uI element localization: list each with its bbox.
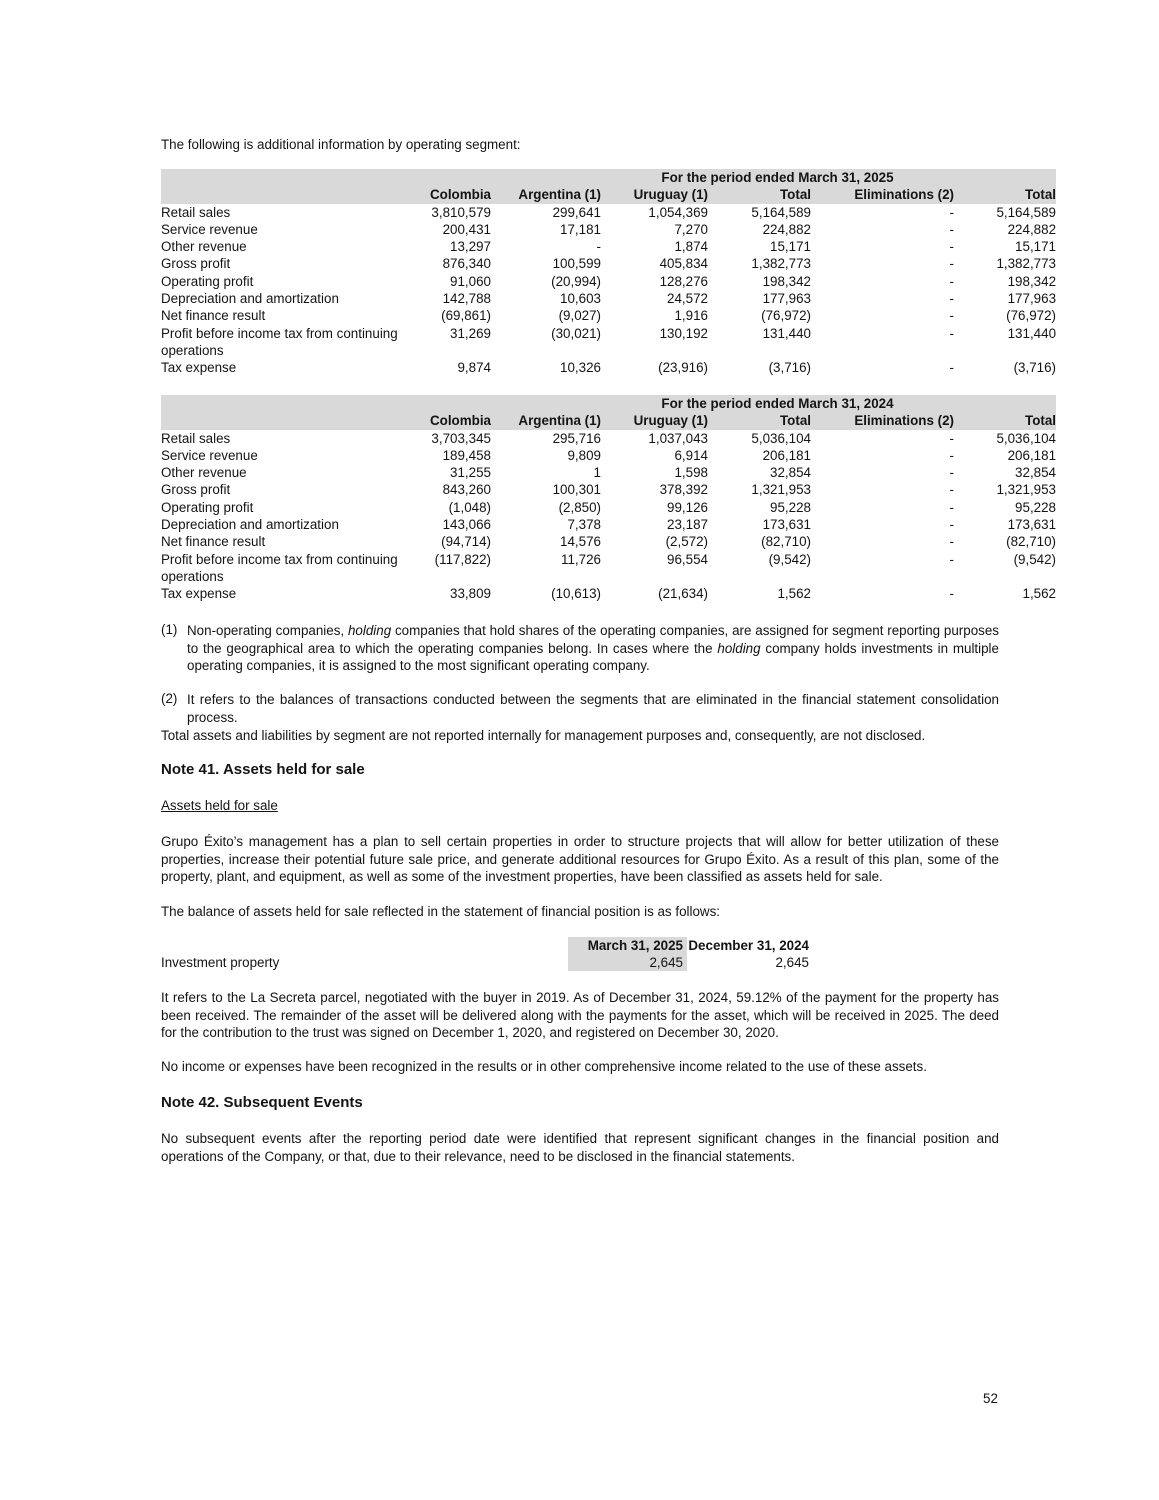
cell-value: 1,321,953 [751,482,811,498]
assets-held-table [161,937,813,971]
note41-paragraph-2: The balance of assets held for sale reflected in the statement of financial position is as follows: [161,904,720,919]
cell-value: - [949,430,955,446]
cell-value: (20,994) [551,273,601,289]
cell-value: 3,703,345 [431,430,491,446]
cell-value: 876,340 [442,256,491,272]
cell-value: (76,972) [1006,308,1057,324]
cell-value: 224,882 [1007,221,1057,237]
cell-value: 11,726 [561,551,601,567]
cell-value: (3,716) [1013,360,1057,376]
period-header-row [161,395,1056,412]
cell-value: (2,850) [558,499,601,515]
table-row [161,204,1056,221]
cell-value: 15,171 [770,239,811,255]
cell-value: (23,916) [658,360,708,376]
row-label: Tax expense [161,586,237,602]
cell-value: 95,228 [770,499,811,515]
cell-value: 13,297 [450,239,491,255]
cell-value: 9,874 [457,360,491,376]
cell-value: 173,631 [762,517,811,533]
cell-value: 91,060 [450,273,491,289]
cell-value: (2,572) [665,534,708,550]
cell-value: - [949,499,955,515]
col-total: Total [708,412,811,429]
cell-value: (1,048) [448,499,491,515]
cell-value: 405,834 [659,256,708,272]
cell-value: - [949,204,955,220]
col-uruguay: Uruguay (1) [601,186,708,203]
cell-value: 143,066 [442,517,491,533]
col-december-2024: December 31, 2024 [688,938,809,953]
row-label: Retail sales [161,430,231,446]
total-assets-text: Total assets and liabilities by segment are not reported internally for management purposes and, consequently, are not disclosed. [161,728,926,743]
cell-value: 1,598 [674,465,708,481]
cell-value: 1,037,043 [648,430,708,446]
cell-value: 378,392 [659,482,708,498]
row-label: Other revenue [161,465,247,481]
cell-value: 1,382,773 [751,256,811,272]
col-eliminations: Eliminations (2) [811,186,954,203]
period-title: For the period ended March 31, 2025 [601,169,954,186]
row-label: Gross profit [161,482,231,498]
row-label: Other revenue [161,239,247,255]
cell-value: (76,972) [761,308,811,324]
footnote-marker: (2) [161,691,178,706]
table-row [161,551,1056,586]
cell-value: - [596,239,601,255]
period-title: For the period ended March 31, 2024 [601,395,954,412]
cell-value: 1,054,369 [648,204,708,220]
cell-value: 3,810,579 [431,204,491,220]
note41-paragraph-1: Grupo Éxito’s management has a plan to sell certain properties in order to structure projects that will allow for better utilization of these properties, increase their potential future sale price, and generate additional resources for Grupo Éxito. As a result of this plan, some of the property, plant, and equipment, as well as some of the investment properties, have been classified as assets held for sale. [161,834,999,884]
cell-value: 32,854 [770,465,811,481]
cell-value: 224,882 [762,221,811,237]
footnote-marker: (1) [161,622,178,637]
row-label: Service revenue [161,221,258,237]
cell-value: (82,710) [1006,534,1057,550]
row-label: Operating profit [161,499,254,515]
cell-value: 15,171 [1015,239,1057,255]
cell-value: 10,326 [560,360,601,376]
cell-value: - [949,221,955,237]
table-row [161,290,1056,307]
row-label: Depreciation and amortization [161,517,339,533]
table-row [161,325,1056,360]
cell-value: 1,562 [777,586,811,602]
column-header-row [161,186,1056,203]
cell-value: (21,634) [658,586,708,602]
cell-value: 23,187 [667,517,708,533]
cell-value: 1,382,773 [996,256,1057,272]
col-colombia: Colombia [401,412,491,429]
cell-value: (10,613) [551,586,601,602]
cell-value: 128,276 [659,273,708,289]
row-label: Net finance result [161,308,266,324]
cell-value: 5,164,589 [996,204,1057,220]
cell-value: - [949,325,955,341]
table-row [161,255,1056,272]
col-eliminations: Eliminations (2) [811,412,954,429]
table-row [161,221,1056,238]
note41-paragraph-4: No income or expenses have been recognized in the results or in other comprehensive income related to the use of these assets. [161,1059,927,1074]
row-label: Tax expense [161,360,237,376]
cell-value: 96,554 [667,551,708,567]
table-row [161,447,1056,464]
note41-heading: Note 41. Assets held for sale [161,761,365,778]
col-argentina: Argentina (1) [491,186,601,203]
cell-value: 1,874 [674,239,708,255]
intro-text: The following is additional information by operating segment: [161,137,521,152]
cell-value: 33,809 [450,586,491,602]
cell-value: 1 [593,465,601,481]
cell-value: - [949,360,955,376]
cell-value: - [949,256,955,272]
table-row [161,307,1056,324]
cell-value: 10,603 [560,291,601,307]
table-row [161,499,1056,516]
row-label: Gross profit [161,256,231,272]
cell-value: 131,440 [762,325,811,341]
note41-paragraph-3: It refers to the La Secreta parcel, negotiated with the buyer in 2019. As of December 31, 2024, 59.12% of the payment for the property has been received. The remainder of the asset will be delivered along with the payments for the asset, which will be received in 2025. The deed for the contribution to the trust was signed on December 1, 2020, and registered on December 30, 2020. [161,990,999,1040]
cell-value: - [949,482,955,498]
cell-value: (117,822) [434,551,491,567]
value-march-2025: 2,645 [568,954,687,971]
cell-value: (3,716) [768,360,811,376]
cell-value: 299,641 [552,204,601,220]
table-row [161,481,1056,498]
note41-subheading: Assets held for sale [161,798,278,813]
table-row [161,516,1056,533]
cell-value: - [949,517,955,533]
cell-value: 95,228 [1015,499,1057,515]
row-label: Net finance result [161,534,266,550]
cell-value: 142,788 [442,291,491,307]
cell-value: (30,021) [551,325,601,341]
cell-value: - [949,551,955,567]
cell-value: (9,542) [1013,551,1057,567]
page-number: 52 [983,1391,998,1406]
cell-value: - [949,586,955,602]
col-colombia: Colombia [401,186,491,203]
table-row [161,430,1056,447]
column-header-row [161,412,1056,429]
cell-value: 198,342 [762,273,811,289]
cell-value: 7,378 [567,517,601,533]
table-row [161,464,1056,481]
row-label: Depreciation and amortization [161,291,339,307]
cell-value: 100,301 [552,482,601,498]
col-grand-total: Total [954,186,1056,203]
cell-value: 130,192 [659,325,708,341]
cell-value: 1,562 [1022,586,1057,602]
row-label: Profit before income tax from continuing operations [161,325,398,358]
cell-value: 24,572 [667,291,708,307]
cell-value: 17,181 [560,221,601,237]
col-argentina: Argentina (1) [491,412,601,429]
cell-value: 206,181 [1007,447,1057,463]
col-total: Total [708,186,811,203]
cell-value: 32,854 [1015,465,1057,481]
cell-value: - [949,239,955,255]
table-row [161,359,1056,376]
cell-value: 31,269 [450,325,491,341]
cell-value: - [949,291,955,307]
footnote-1: (1) Non-operating companies, holding companies that hold shares of the operating companies, are assigned for segment reporting purposes to the geographical area to which the operating companies belong. In cases where the holding company holds investments in multiple operating companies, it is assigned to the most significant operating company. [161,622,999,673]
cell-value: 177,963 [1007,291,1057,307]
segment-table-2024 [161,395,1056,603]
cell-value: 1,321,953 [996,482,1057,498]
col-march-2025: March 31, 2025 [568,937,687,954]
cell-value: 206,181 [762,447,811,463]
cell-value: - [949,308,955,324]
cell-value: (9,542) [768,551,811,567]
cell-value: 5,036,104 [751,430,811,446]
row-label: Profit before income tax from continuing operations [161,551,398,584]
value-december-2024: 2,645 [775,955,809,970]
cell-value: 189,458 [442,447,491,463]
cell-value: 99,126 [667,499,708,515]
cell-value: - [949,465,955,481]
period-header-row [161,169,1056,186]
table-row [161,533,1056,550]
cell-value: 295,716 [552,430,601,446]
cell-value: 200,431 [442,221,491,237]
cell-value: 100,599 [552,256,601,272]
note42-paragraph: No subsequent events after the reporting period date were identified that represent significant changes in the financial position and operations of the Company, or that, due to their relevance, need to be disclosed in the financial statements. [161,1131,999,1164]
table-row [161,585,1056,602]
cell-value: - [949,273,955,289]
cell-value: 173,631 [1007,517,1057,533]
cell-value: 14,576 [560,534,601,550]
cell-value: 177,963 [762,291,811,307]
cell-value: 1,916 [674,308,708,324]
cell-value: 31,255 [450,465,491,481]
col-uruguay: Uruguay (1) [601,412,708,429]
col-grand-total: Total [954,412,1056,429]
cell-value: 843,260 [442,482,491,498]
table-row [161,273,1056,290]
cell-value: (9,027) [558,308,601,324]
footnote-2: (2) It refers to the balances of transactions conducted between the segments that are eliminated in the financial statement consolidation process. [161,691,999,725]
row-investment-property: Investment property [161,955,280,970]
note42-heading: Note 42. Subsequent Events [161,1094,363,1111]
cell-value: - [949,534,955,550]
italic-holding: holding [347,623,392,638]
cell-value: (69,861) [441,308,491,324]
cell-value: 5,036,104 [996,430,1057,446]
italic-holding: holding [717,640,761,656]
segment-table-2025 [161,169,1056,377]
cell-value: (82,710) [761,534,811,550]
table-row [161,238,1056,255]
cell-value: (94,714) [441,534,491,550]
row-label: Service revenue [161,447,258,463]
cell-value: 7,270 [674,221,708,237]
cell-value: - [949,447,955,463]
cell-value: 6,914 [674,447,708,463]
cell-value: 9,809 [567,447,601,463]
cell-value: 198,342 [1007,273,1057,289]
cell-value: 5,164,589 [751,204,811,220]
row-label: Operating profit [161,273,254,289]
cell-value: 131,440 [1007,325,1057,341]
row-label: Retail sales [161,204,231,220]
